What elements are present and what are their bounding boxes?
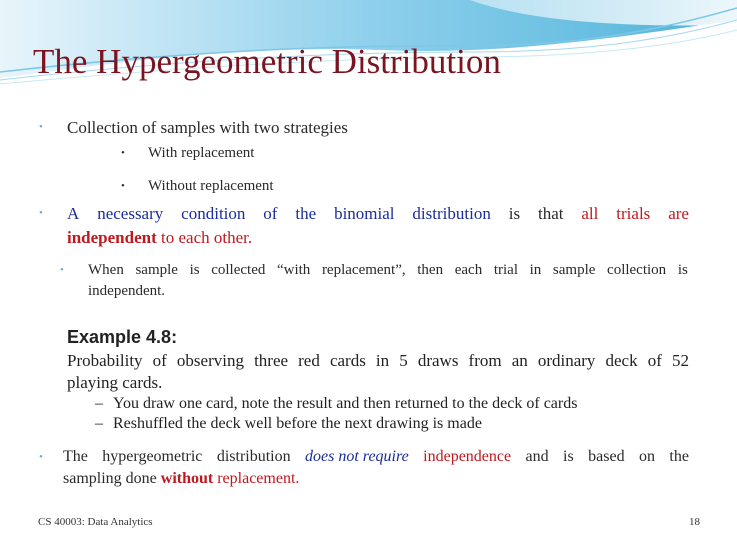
bullet-dot-icon: • (121, 147, 125, 159)
bullet-text-line (63, 471, 299, 487)
bullet-dot-icon: • (60, 264, 64, 276)
example-step: You draw one card, note the result and then returned to the deck of cards (113, 395, 578, 412)
word: collection (607, 262, 667, 278)
bullet-text-line: independent. (88, 283, 166, 299)
emphasis-text: independence (423, 448, 512, 465)
slide-title: The Hypergeometric Distribution (33, 42, 501, 81)
bullet-text: Collection of samples with two strategies (67, 118, 348, 137)
bullet-dot-icon: • (39, 121, 43, 133)
word: is (508, 204, 521, 223)
word: collected (211, 262, 266, 278)
word: A (67, 204, 80, 223)
word: sample (552, 262, 596, 278)
sub-bullet-text: With replacement (148, 145, 255, 161)
word: of (152, 351, 167, 370)
example-text-line (67, 352, 689, 369)
word: from (468, 351, 502, 370)
bullet-dot-icon: • (39, 207, 43, 219)
word: condition (181, 204, 246, 223)
example-title: Example 4.8: (67, 327, 178, 347)
word: hypergeometric (102, 448, 203, 465)
footer-course: CS 40003: Data Analytics (38, 516, 153, 528)
word: Probability (67, 351, 143, 370)
text: to each other. (161, 228, 253, 247)
word: are (668, 204, 689, 223)
word: is (677, 262, 688, 278)
word: on (639, 448, 655, 465)
word: When (88, 262, 124, 278)
example-step: Reshuffled the deck well before the next drawing is made (113, 415, 482, 432)
word: each (454, 262, 483, 278)
bullet-dot-icon: • (39, 451, 43, 463)
word: observing (176, 351, 244, 370)
word: binomial (334, 204, 395, 223)
emphasis-text: independent (67, 228, 157, 247)
word: based (588, 448, 625, 465)
word: is (563, 448, 574, 465)
word: is (189, 262, 200, 278)
word: trials (616, 204, 651, 223)
page-number: 18 (689, 516, 700, 528)
emphasis-text: does not require (305, 448, 409, 465)
dash-marker-icon: – (95, 395, 103, 412)
word: The (63, 448, 88, 465)
word: necessary (97, 204, 164, 223)
word: an (511, 351, 528, 370)
word: ordinary (537, 351, 596, 370)
bullet-text-line (67, 229, 252, 246)
word: all (581, 204, 599, 223)
word: cards (329, 351, 366, 370)
word: in (375, 351, 390, 370)
text: replacement. (217, 470, 300, 487)
word: the (295, 204, 317, 223)
word: and (525, 448, 549, 465)
word: distribution (216, 448, 291, 465)
word: that (537, 204, 564, 223)
word: draws (417, 351, 459, 370)
word: distribution (412, 204, 491, 223)
word: deck (605, 351, 638, 370)
word: trial (493, 262, 518, 278)
word: “with (276, 262, 311, 278)
bullet-text-line (67, 205, 689, 222)
word: then (417, 262, 444, 278)
bullet-text-line (88, 263, 688, 278)
word: replacement”, (321, 262, 406, 278)
word: sample (135, 262, 178, 278)
word: three (254, 351, 289, 370)
word: 52 (671, 351, 689, 370)
example-text-line: playing cards. (67, 373, 163, 392)
word: in (529, 262, 542, 278)
word: 5 (399, 351, 408, 370)
bullet-text-line (63, 449, 689, 465)
bullet-dot-icon: • (121, 180, 125, 192)
text: sampling done (63, 470, 157, 487)
emphasis-text: without (160, 470, 214, 487)
word: of (647, 351, 662, 370)
word: the (669, 448, 689, 465)
word: red (298, 351, 320, 370)
sub-bullet-text: Without replacement (148, 178, 274, 194)
word: of (263, 204, 278, 223)
dash-marker-icon: – (95, 415, 103, 432)
